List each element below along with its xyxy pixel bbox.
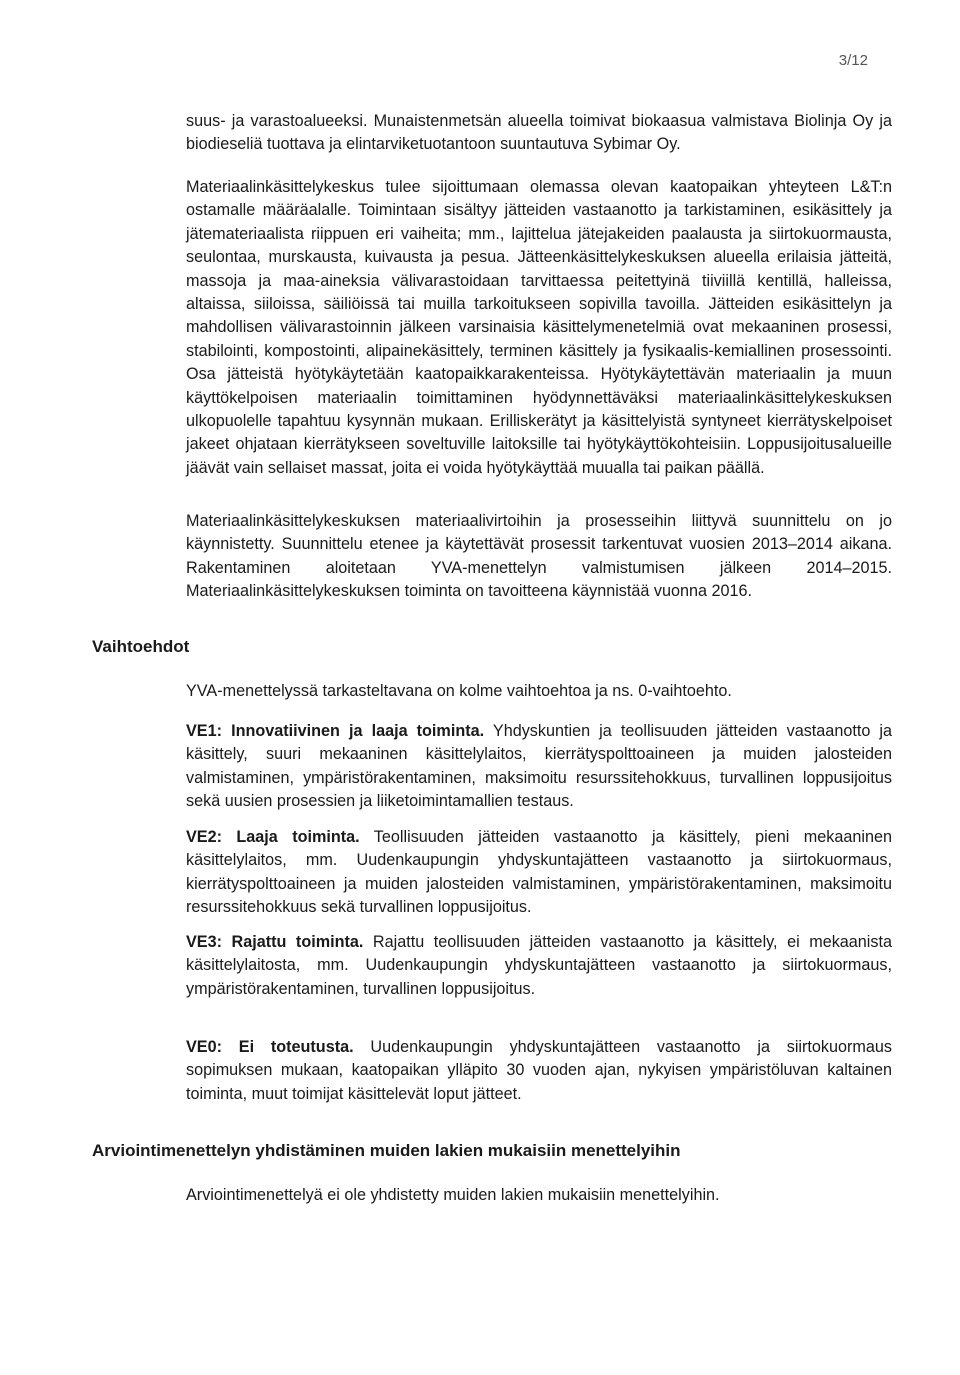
paragraph-planning-schedule: [186, 510, 892, 604]
paragraph-text: [186, 720, 892, 814]
alternative-ve1: [186, 720, 892, 814]
paragraph-text: [186, 931, 892, 1001]
alternative-title: VE2: Laaja toiminta.: [186, 828, 360, 846]
alternative-ve0: [186, 1036, 892, 1106]
paragraph-text: Materiaalinkäsittelykeskuksen materiaalivirtoihin ja prosesseihin liittyvä suunnittelu on jo käynnistetty. Suunnittelu etenee ja käytettävät prosessit tarkentuvat vuosien 2013–2014 aikana. Rakentaminen aloitetaan YVA-menettelyn valmistumisen jälkeen 2014–2015. Materiaalinkäsittelykeskuksen toiminta on tavoitteena käynnistää vuonna 2016.: [186, 512, 892, 601]
paragraph-alternatives-intro: [186, 680, 892, 703]
paragraph-arviointi: [186, 1184, 892, 1207]
alternative-description: Rajattu teollisuuden jätteiden vastaanotto ja käsittely, ei mekaanista käsittelylaitosta, mm. Uudenkaupungin yhdyskuntajätteen vastaanotto ja siirtokuormaus, ympäristörakentaminen, turvallinen loppusijoitus.: [186, 933, 892, 998]
alternative-title: VE0: Ei toteutusta.: [186, 1038, 354, 1056]
alternative-ve3: [186, 931, 892, 1001]
section-heading-vaihtoehdot: Vaihtoehdot: [92, 637, 190, 656]
paragraph-text: Materiaalinkäsittelykeskus tulee sijoittumaan olemassa olevan kaatopaikan yhteyteen L&T:n ostamalle määräalalle. Toimintaan sisältyy jätteiden vastaanotto ja tarkistaminen, esikäsittely ja jätemateriaalista riippuen eri vaiheita; mm., lajittelua jätejakeiden paalausta ja siirtokuormausta, seulontaa, murskausta, kuivausta ja pesua. Jätteenkäsittelykeskuksen alueella erilaisia jätteitä, massoja ja maa-aineksia välivarastoidaan tarvittaessa peitettyinä tiiviillä kentillä, halleissa, altaissa, siiloissa, säiliöissä tai muilla tarkoitukseen sopivilla tavoilla. Jätteiden esikäsittelyn ja mahdollisen välivarastoinnin jälkeen varsinaisia käsittelymenetelmiä ovat mekaaninen prosessi, stabilointi, kompostointi, alipainekäsittely, terminen käsittely ja fysikaalis-kemiallinen prosessointi. Osa jätteistä hyötykäytetään kaatopaikkarakenteissa. Hyötykäytettävän materiaalin ja muun käyttökelpoisen materiaalin toimittaminen hyödynnettäväksi materiaalinkäsittelykeskuksen ulkopuolelle tapahtuu kysynnän mukaan. Erilliskerätyt ja käsittelyistä syntyneet kierrätyskelpoiset jakeet ohjataan kierrätykseen soveltuville laitoksille tai hyötykäyttökohteisiin. Loppusijoitusalueille jäävät vain sellaiset massat, joita ei voida hyötykäyttää muualla tai paikan päällä.: [186, 178, 892, 477]
paragraph-intro-continuation: [186, 110, 892, 157]
alternative-description: Yhdyskuntien ja teollisuuden jätteiden vastaanotto ja käsittely, suuri mekaaninen käsittelylaitos, kierrätyspolttoaineen ja muiden jalosteiden valmistaminen, ympäristörakentaminen, maksimoitu resurssitehokkuus, turvallinen loppusijoitus sekä uusien prosessien ja liiketoimintamallien testaus.: [186, 722, 892, 811]
paragraph-material-center: [186, 176, 892, 480]
paragraph-text: Arviointimenettelyä ei ole yhdistetty muiden lakien mukaisiin menettelyihin.: [186, 1186, 720, 1204]
section-heading-arviointi: Arviointimenettelyn yhdistäminen muiden lakien mukaisiin menettelyihin: [92, 1141, 681, 1160]
paragraph-text: [186, 826, 892, 920]
alternative-ve2: [186, 826, 892, 920]
paragraph-text: suus- ja varastoalueeksi. Munaistenmetsän alueella toimivat biokaasua valmistava Biolinja Oy ja biodieseliä tuottava ja elintarviketuotantoon suuntautuva Sybimar Oy.: [186, 112, 892, 154]
page-number: 3/12: [838, 52, 868, 69]
alternative-title: VE1: Innovatiivinen ja laaja toiminta.: [186, 722, 485, 740]
alternative-description: Uudenkaupungin yhdyskuntajätteen vastaanotto ja siirtokuormaus sopimuksen mukaan, kaatopaikan ylläpito 30 vuoden ajan, nykyisen ympäristöluvan kaltainen toiminta, muut toimijat käsittelevät loput jätteet.: [186, 1038, 892, 1103]
paragraph-text: YVA-menettelyssä tarkasteltavana on kolme vaihtoehtoa ja ns. 0-vaihtoehto.: [186, 682, 732, 700]
alternative-title: VE3: Rajattu toiminta.: [186, 933, 364, 951]
alternative-description: Teollisuuden jätteiden vastaanotto ja käsittely, pieni mekaaninen käsittelylaitos, mm. Uudenkaupungin yhdyskuntajätteen vastaanotto ja siirtokuormaus, kierrätyspolttoaineen ja muiden jalosteiden valmistaminen, ympäristörakentaminen, maksimoitu resurssitehokkuus sekä turvallinen loppusijoitus.: [186, 828, 892, 917]
paragraph-text: [186, 1036, 892, 1106]
